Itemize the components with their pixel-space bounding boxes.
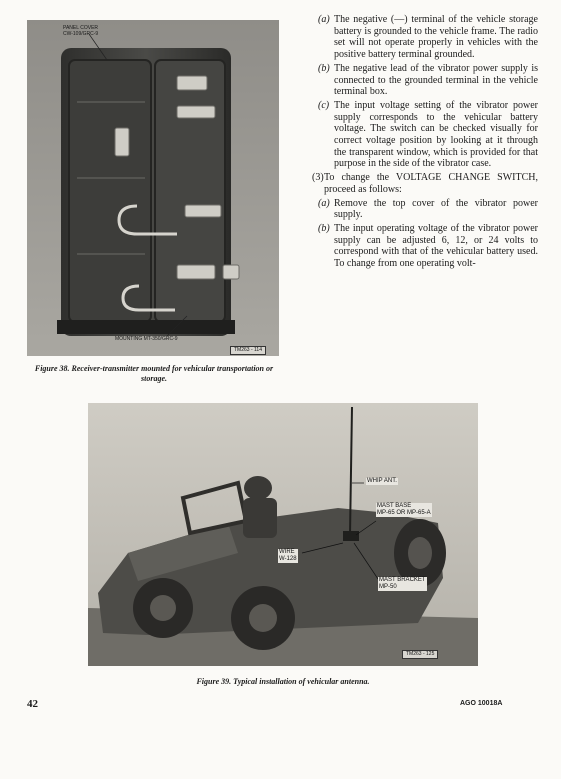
- wire-callout: [278, 549, 298, 563]
- figure-38-caption: Figure 38. Receiver-transmitter mounted for vehicular transportation or storage.: [34, 364, 274, 383]
- wire-callout-line1: WIRE: [279, 549, 295, 555]
- ago-number: AGO 10018A: [460, 700, 503, 707]
- wire-callout-line2: W-128: [279, 556, 297, 562]
- list-item-text: The negative (—) terminal of the vehicle storage battery is grounded to the vehicle frame. The radio set will not operate properly in vehicles with the positive battery terminal grounded.: [334, 14, 538, 61]
- list-item: [312, 223, 538, 270]
- list-marker: (a): [318, 14, 330, 25]
- tm-number-badge: TM263 - 114: [230, 346, 266, 355]
- panel-cover-label: [63, 25, 98, 37]
- list-item-text: The input operating voltage of the vibrator power supply can be adjusted 6, 12, or 24 volts to correspond with that of the vehicular battery used. To change from one operating volt-: [334, 222, 538, 270]
- receiver-transmitter-illustration: [27, 20, 279, 356]
- list-item: [312, 198, 538, 221]
- list-item-text: The negative lead of the vibrator power supply is connected to the grounded terminal in the vehicle terminal box.: [334, 62, 538, 98]
- mast-bracket-callout-line2: MP-50: [379, 584, 397, 590]
- panel-cover-label-line2: CW-109/GRC-9: [63, 31, 99, 37]
- figure-38-photo: [27, 20, 279, 356]
- mast-base-callout-line2: MP-65 OR MP-65-A: [377, 510, 431, 516]
- mast-bracket-callout-line1: MAST BRACKET: [379, 577, 426, 583]
- page-number: 42: [27, 698, 38, 710]
- body-text-column: [312, 14, 538, 272]
- list-item: [312, 63, 538, 98]
- mast-base-callout-line1: MAST BASE: [377, 503, 412, 509]
- mast-base-callout: [376, 503, 432, 517]
- list-marker: (b): [318, 62, 330, 74]
- list-item-text: The input voltage setting of the vibrator power supply corresponds to the vehicular battery voltage. The switch can be checked visually for correct voltage position by looking at it through the transparent window, which is provided for that purpose in the side of the vibrator case.: [334, 99, 538, 170]
- figure-39-photo: [88, 403, 478, 666]
- figure-39-caption: Figure 39. Typical installation of vehicular antenna.: [196, 677, 370, 686]
- list-marker: (a): [318, 197, 330, 209]
- list-marker: (b): [318, 222, 330, 234]
- step-marker: (3): [312, 172, 324, 184]
- list-item: [312, 100, 538, 170]
- mast-bracket-callout: [378, 577, 427, 591]
- list-marker: (c): [318, 99, 330, 111]
- vehicle-antenna-illustration: [88, 403, 478, 666]
- list-item: [312, 14, 538, 61]
- tm-number-badge: TM263 - 125: [402, 650, 438, 659]
- step-text: To change the VOLTAGE CHANGE SWITCH, proceed as follows:: [324, 172, 538, 195]
- mounting-label: MOUNTING MT-350/GRC-9: [115, 336, 178, 342]
- step-3: [312, 172, 538, 195]
- panel-cover-label-line1: PANEL COVER: [63, 25, 99, 31]
- list-item-text: Remove the top cover of the vibrator power supply.: [334, 197, 538, 221]
- whip-antenna-callout: WHIP ANT.: [367, 478, 397, 484]
